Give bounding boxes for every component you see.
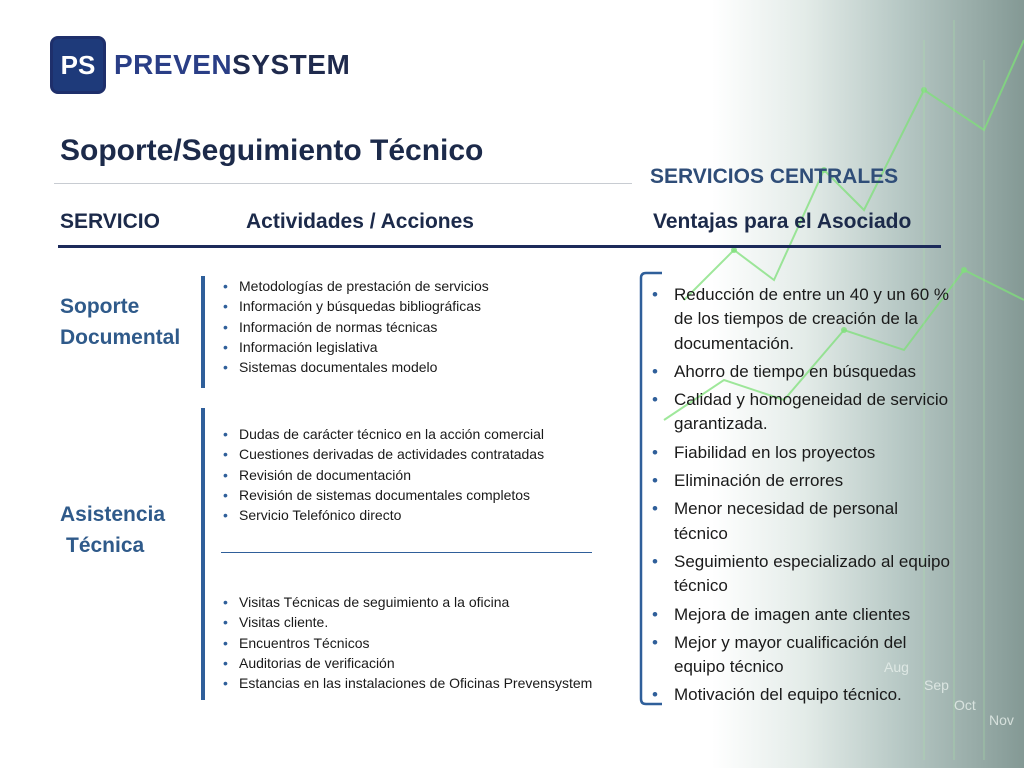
list-item: • Información de normas técnicas: [221, 317, 489, 337]
list-item: • Auditorias de verificación: [221, 653, 592, 673]
logo-text-preven: PREVEN: [114, 49, 233, 80]
service-soporte-line2: Documental: [60, 326, 181, 349]
title-divider: [54, 183, 632, 184]
svg-text:Sep: Sep: [924, 677, 949, 693]
list-item: • Información legislativa: [221, 337, 489, 357]
logo: [50, 36, 350, 94]
activities-group-soporte: [221, 276, 489, 377]
list-item: • Reducción de entre un 40 y un 60 % de los tiempos de creación de la documentación.: [650, 283, 950, 356]
activities-separator: [221, 552, 592, 553]
list-item: • Cuestiones derivadas de actividades contratadas: [221, 444, 544, 464]
ventajas-list: [650, 283, 950, 712]
page-title: Soporte/Seguimiento Técnico: [60, 134, 484, 167]
logo-mark: PS: [50, 36, 106, 94]
service-soporte-documental: [60, 291, 180, 353]
header-divider: [58, 245, 941, 248]
list-item: • Sistemas documentales modelo: [221, 357, 489, 377]
logo-text: [114, 49, 350, 81]
list-item: • Visitas cliente.: [221, 612, 592, 632]
asistencia-bar: [201, 408, 205, 700]
list-item: • Información y búsquedas bibliográficas: [221, 296, 489, 316]
list-item: • Motivación del equipo técnico.: [650, 683, 950, 707]
logo-text-system: SYSTEM: [232, 49, 351, 80]
list-item: • Mejor y mayor cualificación del equipo técnico: [650, 631, 950, 680]
list-item: • Seguimiento especializado al equipo técnico: [650, 550, 950, 599]
list-item: • Ahorro de tiempo en búsquedas: [650, 360, 950, 384]
service-asistencia-line1: Asistencia: [60, 503, 166, 526]
header-servicio: SERVICIO: [60, 210, 160, 233]
activities-group-asistencia: [221, 424, 544, 525]
svg-text:Aug: Aug: [884, 659, 909, 675]
activities-group-visitas: [221, 592, 592, 693]
header-ventajas: Ventajas para el Asociado: [653, 210, 912, 233]
service-asistencia-line2: Técnica: [66, 534, 145, 557]
svg-text:Oct: Oct: [954, 697, 976, 713]
list-item: • Mejora de imagen ante clientes: [650, 603, 950, 627]
list-item: • Revisión de documentación: [221, 465, 544, 485]
list-item: • Dudas de carácter técnico en la acción comercial: [221, 424, 544, 444]
header-actividades: Actividades / Acciones: [246, 210, 474, 233]
list-item: • Eliminación de errores: [650, 469, 950, 493]
list-item: • Estancias en las instalaciones de Oficinas Prevensystem: [221, 673, 592, 693]
service-soporte-line1: Soporte: [60, 295, 140, 318]
list-item: • Servicio Telefónico directo: [221, 505, 544, 525]
list-item: • Encuentros Técnicos: [221, 633, 592, 653]
central-services-label: SERVICIOS CENTRALES: [650, 165, 899, 188]
list-item: • Fiabilidad en los proyectos: [650, 441, 950, 465]
service-asistencia-tecnica: [60, 499, 165, 561]
list-item: • Visitas Técnicas de seguimiento a la oficina: [221, 592, 592, 612]
list-item: • Metodologías de prestación de servicios: [221, 276, 489, 296]
group1-bar: [201, 276, 205, 388]
list-item: • Menor necesidad de personal técnico: [650, 497, 950, 546]
svg-text:Nov: Nov: [989, 712, 1014, 728]
list-item: • Calidad y homogeneidad de servicio garantizada.: [650, 388, 950, 437]
list-item: • Revisión de sistemas documentales completos: [221, 485, 544, 505]
